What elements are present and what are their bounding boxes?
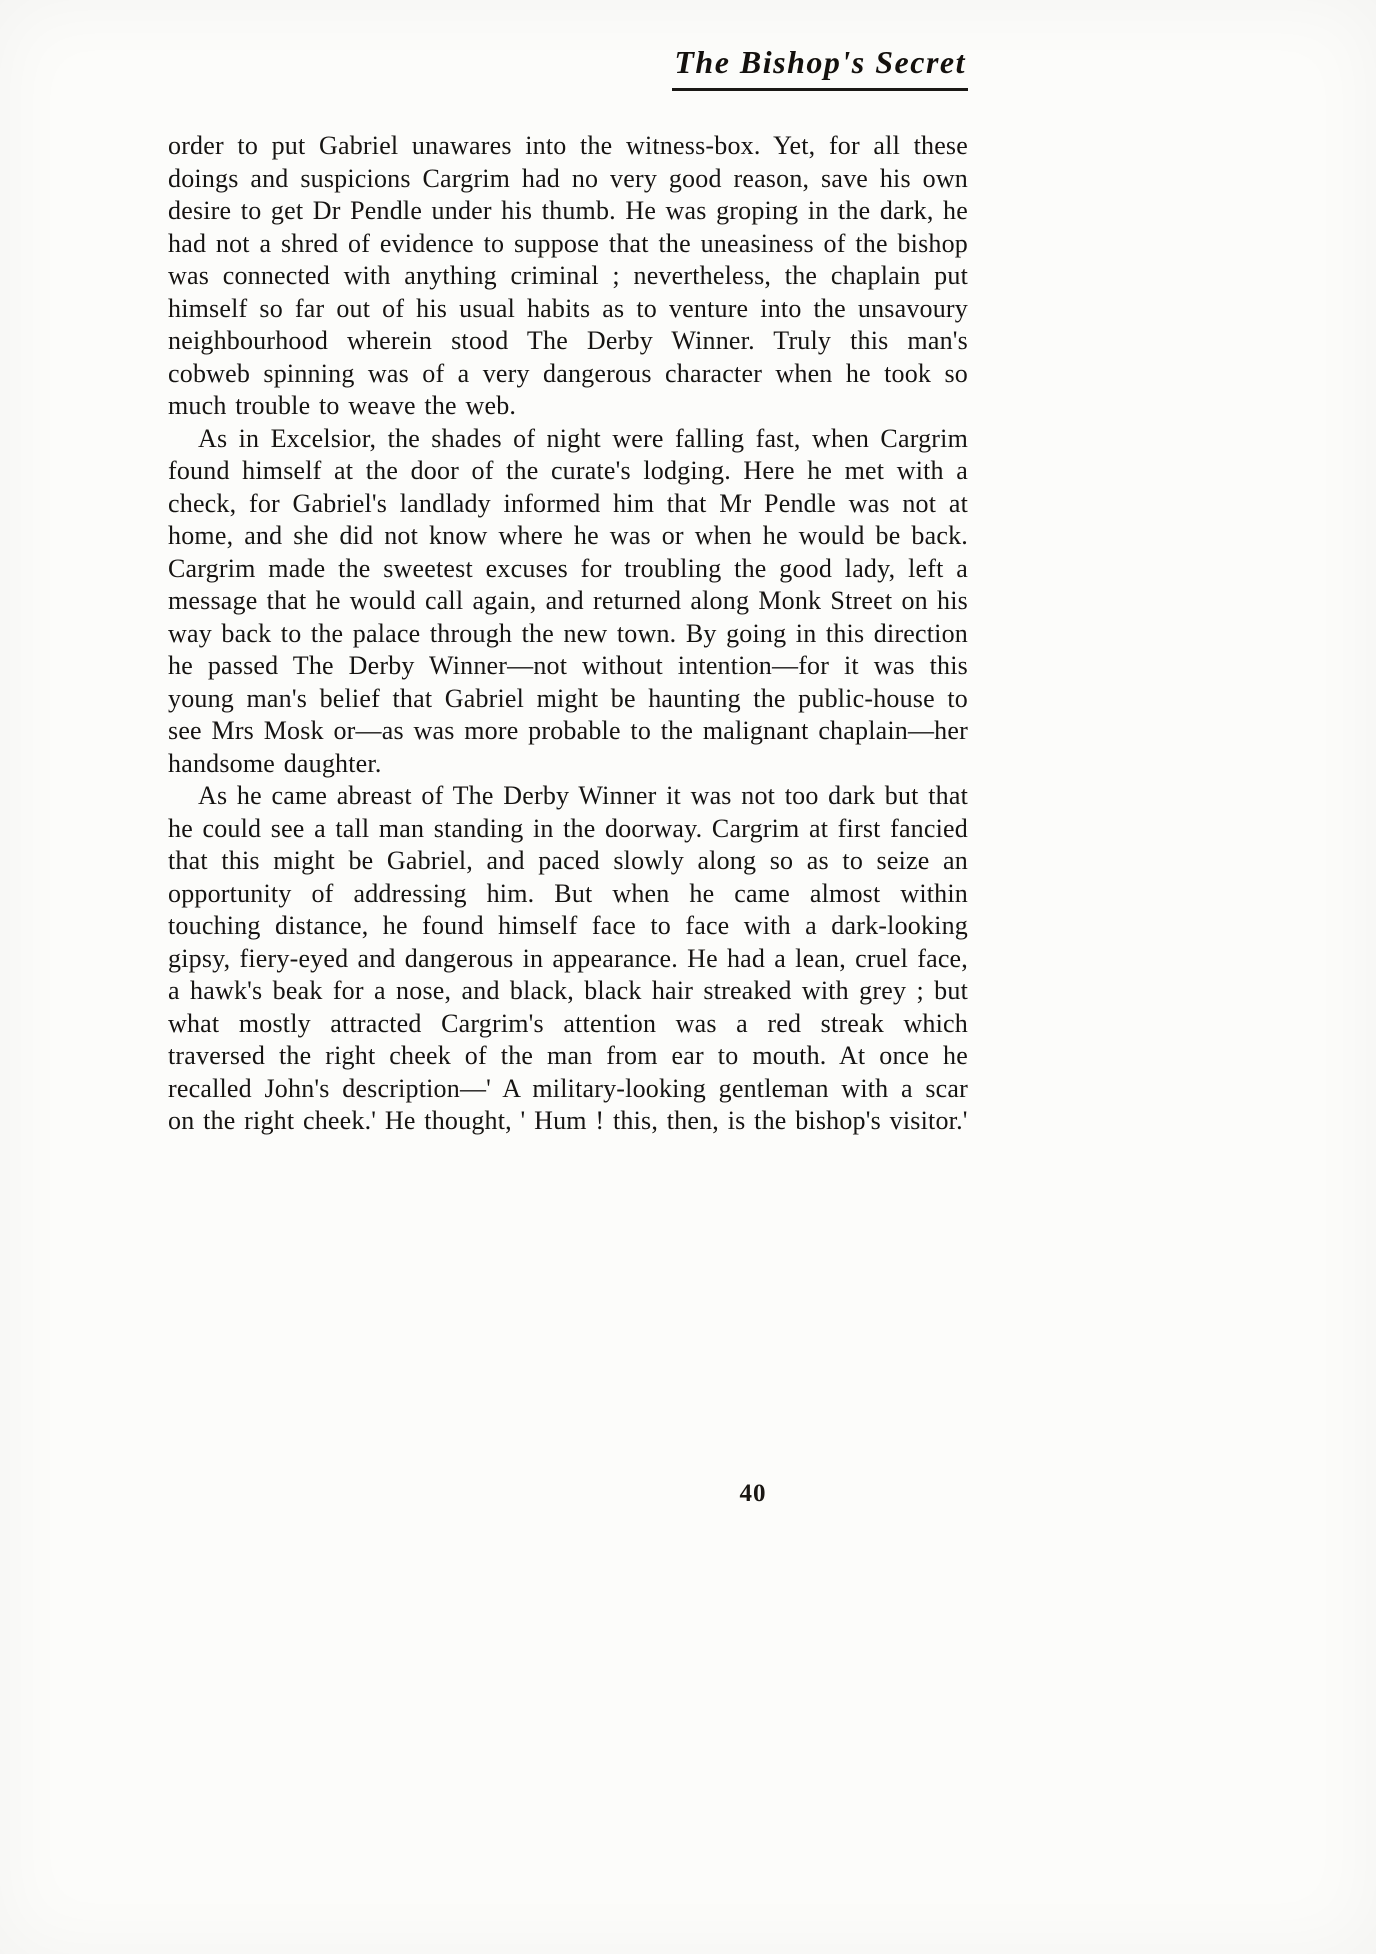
paragraph-continuation: order to put Gabriel unawares into the witness-box. Yet, for all these doings and suspicions Cargrim had no very good reason, save his own desire to get Dr Pendle under his thumb. He was groping in the dark, he had not a shred of evidence to suppose that the uneasiness of the bishop was connected with anything criminal ; nevertheless, the chaplain put himself so far out of his usual habits as to venture into the unsavoury neighbourhood wherein stood The Derby Winner. Truly this man's cobweb spinning was of a very dangerous character when he took so much trouble to weave the web. <box>168 131 968 420</box>
page-number: 40 <box>739 1480 767 1507</box>
body-text <box>168 130 968 1138</box>
paragraph: As he came abreast of The Derby Winner it was not too dark but that he could see a tall man standing in the doorway. Cargrim at first fancied that this might be Gabriel, and paced slowly along so as to seize an opportunity of addressing him. But when he came almost within touching distance, he found himself face to face with a dark-looking gipsy, fiery-eyed and dangerous in appearance. He had a lean, cruel face, a hawk's beak for a nose, and black, black hair streaked with grey ; but what mostly attracted Cargrim's attention was a red streak which traversed the right cheek of the man from ear to mouth. At once he recalled John's description—' A military-looking gentleman with a scar on the right cheek.' He thought, ' Hum ! this, then, is the bishop's visitor.' <box>168 781 968 1135</box>
type-area <box>168 44 968 1138</box>
paragraph: As in Excelsior, the shades of night were falling fast, when Cargrim found himself at the door of the curate's lodging. Here he met with a check, for Gabriel's landlady informed him that Mr Pendle was not at home, and she did not know where he was or when he would be back. Cargrim made the sweetest excuses for troubling the good lady, left a message that he would call again, and returned along Monk Street on his way back to the palace through the new town. By going in this direction he passed The Derby Winner—not without intention—for it was this young man's belief that Gabriel might be haunting the public-house to see Mrs Mosk or—as was more probable to the malignant chaplain—her handsome daughter. <box>168 423 968 778</box>
book-title: The Bishop's Secret <box>672 44 968 91</box>
running-header <box>168 44 968 104</box>
